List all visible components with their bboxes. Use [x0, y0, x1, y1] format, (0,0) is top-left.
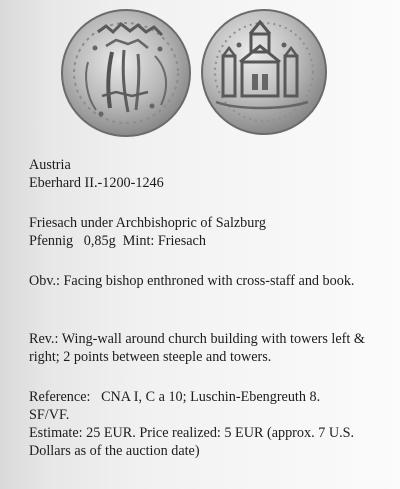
obverse-text: Obv.: Facing bishop enthroned with cross-staff and book. [29, 273, 355, 289]
reference-text: Reference: CNA I, C a 10; Luschin-Ebengreuth 8. [29, 389, 321, 405]
coin-images [0, 0, 400, 148]
country-line [29, 156, 381, 174]
denomination-line [29, 232, 381, 250]
ruler-line [29, 174, 381, 192]
country-text: Austria [29, 157, 71, 173]
mint-authority-text: Friesach under Archbishopric of Salzburg [29, 215, 266, 231]
estimate-line [29, 424, 381, 460]
coin-reverse-image [198, 6, 330, 138]
coin-obverse-image [58, 4, 194, 140]
mint-authority-line [29, 214, 381, 232]
reverse-text: Rev.: Wing-wall around church building with towers left & right; 2 points between steeple and towers. [29, 331, 369, 365]
denomination-text: Pfennig 0,85g Mint: Friesach [29, 233, 206, 249]
ruler-text: Eberhard II.-1200-1246 [29, 175, 164, 191]
reverse-description [29, 330, 381, 366]
reference-line [29, 388, 381, 406]
grade-text: SF/VF. [29, 407, 70, 423]
estimate-text: Estimate: 25 EUR. Price realized: 5 EUR (approx. 7 U.S. Dollars as of the auction date) [29, 425, 358, 459]
grade-line [29, 406, 381, 424]
obverse-description [29, 272, 381, 290]
